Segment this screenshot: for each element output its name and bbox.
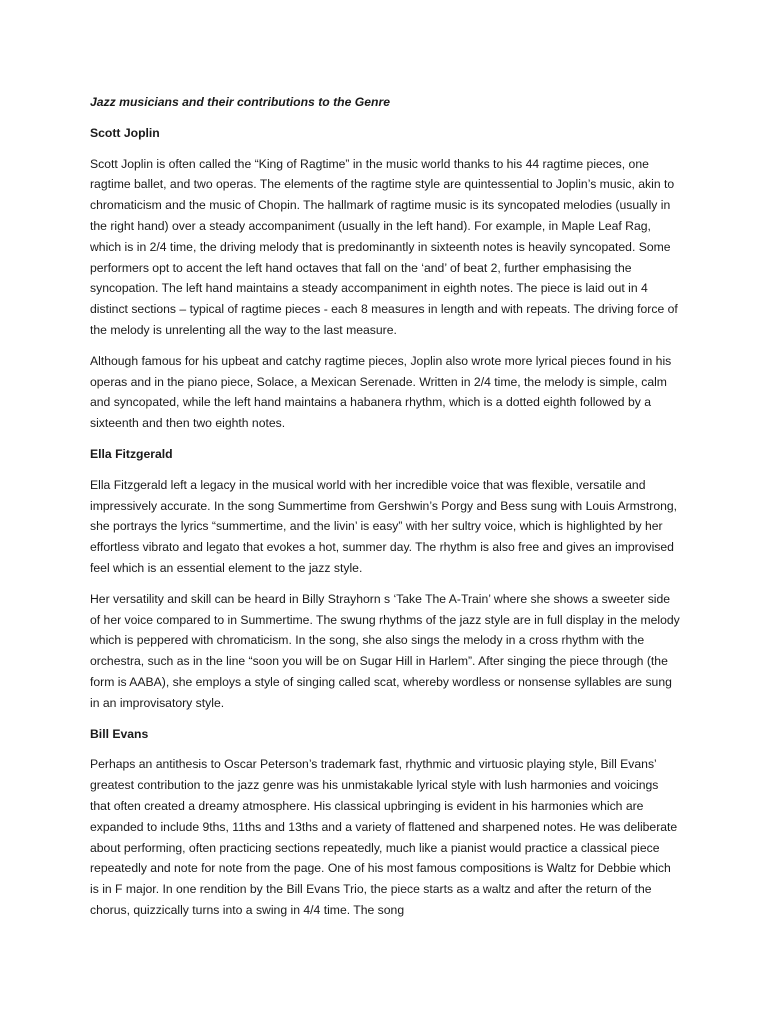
section-bill-evans xyxy=(90,724,682,921)
paragraph-fitzgerald-2: Her versatility and skill can be heard in Billy Strayhorn s ‘Take The A-Train’ where she shows a sweeter side of her voice compared to in Summertime. The swung rhythms of the jazz style are in full display in the melody which is peppered with chromaticism. In the song, she also sings the melody in a cross rhythm with the orchestra, such as in the line “soon you will be on Sugar Hill in Harlem”. After singing the piece through (the form is AABA), she employs a style of singing called scat, whereby wordless or nonsense syllables are sung in an improvisatory style. xyxy=(90,591,680,710)
section-heading-scott-joplin: Scott Joplin xyxy=(90,125,160,140)
document-page xyxy=(90,92,682,931)
paragraph-joplin-2: Although famous for his upbeat and catchy ragtime pieces, Joplin also wrote more lyrical pieces found in his operas and in the piano piece, Solace, a Mexican Serenade. Written in 2/4 time, the melody is simple, calm and syncopated, while the left hand maintains a habanera rhythm, which is a dotted eighth followed by a sixteenth and then two eighth notes. xyxy=(90,353,672,431)
section-heading-ella-fitzgerald: Ella Fitzgerald xyxy=(90,446,173,461)
paragraph-evans-1: Perhaps an antithesis to Oscar Peterson’s trademark fast, rhythmic and virtuosic playing style, Bill Evans’ greatest contribution to the jazz genre was his unmistakable lyrical style with lush harmonies and voicings that often created a dreamy atmosphere. His classical upbringing is evident in his harmonies which are expanded to include 9ths, 11ths and 13ths and a variety of flattened and sharpened notes. He was deliberate about performing, often practicing sections repeatedly, much like a pianist would practice a classical piece repeatedly and note for note from the page. One of his most famous compositions is Waltz for Debbie which is in F major. In one rendition by the Bill Evans Trio, the piece starts as a waltz and after the return of the chorus, quizzically turns into a swing in 4/4 time. The song xyxy=(90,757,678,917)
section-heading-bill-evans: Bill Evans xyxy=(90,726,149,741)
paragraph-fitzgerald-1: Ella Fitzgerald left a legacy in the musical world with her incredible voice that was flexible, versatile and impressively accurate. In the song Summertime from Gershwin’s Porgy and Bess sung with Louis Armstrong, she portrays the lyrics “summertime, and the livin’ is easy” with her sultry voice, which is highlighted by her effortless vibrato and legato that evokes a hot, summer day. The rhythm is also free and gives an improvised feel which is an essential element to the jazz style. xyxy=(90,477,678,575)
document-title: Jazz musicians and their contributions to the Genre xyxy=(90,95,390,109)
section-ella-fitzgerald xyxy=(90,444,682,714)
section-scott-joplin xyxy=(90,123,682,434)
paragraph-joplin-1: Scott Joplin is often called the “King of Ragtime” in the music world thanks to his 44 ragtime pieces, one ragtime ballet, and two operas. The elements of the ragtime style are quintessential to Joplin’s music, akin to chromaticism and the music of Chopin. The hallmark of ragtime music is its syncopated melodies (usually in the right hand) over a steady accompaniment (usually in the left hand). For example, in Maple Leaf Rag, which is in 2/4 time, the driving melody that is predominantly in sixteenth notes is heavily syncopated. Some performers opt to accent the left hand octaves that fall on the ‘and’ of beat 2, further emphasising the syncopation. The left hand maintains a steady accompaniment in eighth notes. The piece is laid out in 4 distinct sections – typical of ragtime pieces - each 8 measures in length and with repeats. The driving force of the melody is unrelenting all the way to the last measure. xyxy=(90,156,678,337)
